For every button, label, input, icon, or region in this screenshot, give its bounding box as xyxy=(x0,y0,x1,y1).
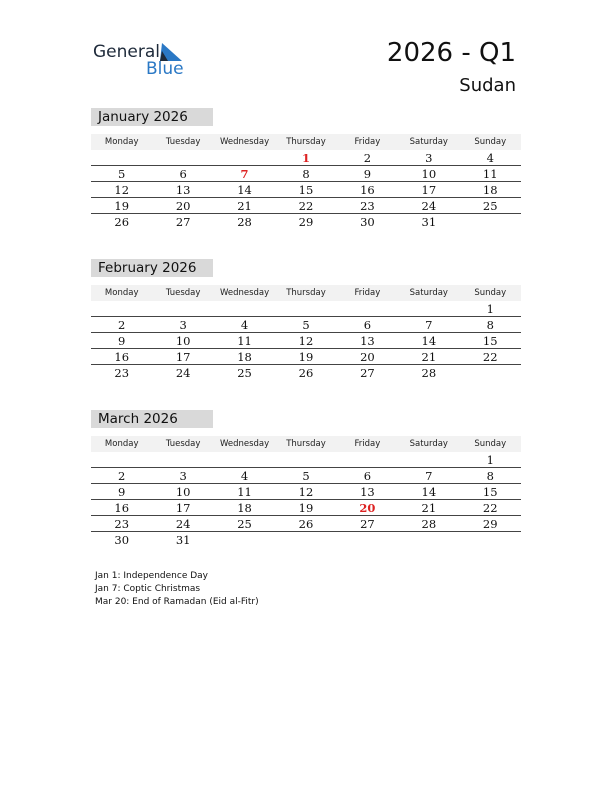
week-row xyxy=(91,182,521,198)
day-cell: 7 xyxy=(425,468,433,483)
week-row xyxy=(91,198,521,214)
page-title: 2026 - Q1 xyxy=(386,38,516,68)
month-february xyxy=(91,259,521,381)
day-cell: 18 xyxy=(482,182,498,197)
day-cell: 13 xyxy=(360,484,375,499)
day-cell: 23 xyxy=(360,198,375,213)
month-label: January 2026 xyxy=(91,108,213,126)
day-cell: 22 xyxy=(298,198,314,213)
weekday-header: Saturday xyxy=(409,439,448,449)
day-cell: 27 xyxy=(175,215,191,229)
day-cell: 27 xyxy=(360,516,375,531)
logo-blue-text: Blue xyxy=(146,59,184,79)
weekday-header: Friday xyxy=(354,137,381,147)
weekday-header: Thursday xyxy=(286,439,326,449)
day-cell: 28 xyxy=(421,366,437,380)
weekday-header: Monday xyxy=(104,137,139,147)
day-cell: 11 xyxy=(237,333,252,348)
day-cell: 16 xyxy=(114,349,130,364)
day-cell: 25 xyxy=(237,516,252,531)
day-cell: 5 xyxy=(302,317,310,332)
holiday-note: Mar 20: End of Ramadan (Eid al-Fitr) xyxy=(95,597,259,607)
day-cell: 3 xyxy=(179,317,187,332)
weekday-header: Tuesday xyxy=(165,439,201,449)
day-cell: 27 xyxy=(360,366,375,380)
generalblue-logo xyxy=(93,42,193,78)
day-cell: 30 xyxy=(114,533,130,547)
weekday-header: Wednesday xyxy=(219,439,270,449)
day-cell: 25 xyxy=(482,198,498,213)
day-cell: 15 xyxy=(482,484,498,499)
weekday-header: Tuesday xyxy=(165,288,201,298)
day-cell: 23 xyxy=(114,366,130,380)
weekday-header: Monday xyxy=(104,288,139,298)
day-cell: 24 xyxy=(175,516,191,531)
day-cell: 15 xyxy=(482,333,498,348)
day-cell: 7 xyxy=(425,317,433,332)
day-cell: 12 xyxy=(114,182,130,197)
day-cell: 24 xyxy=(175,366,191,380)
weekday-header: Sunday xyxy=(474,288,507,298)
day-cell: 11 xyxy=(237,484,252,499)
logo-general-text: General xyxy=(93,42,160,62)
day-cell: 12 xyxy=(298,484,314,499)
day-cell: 19 xyxy=(298,349,314,364)
day-cell: 26 xyxy=(298,516,314,531)
month-march xyxy=(91,410,521,548)
week-row xyxy=(91,365,521,381)
week-row xyxy=(91,516,521,532)
day-cell: 25 xyxy=(237,366,252,380)
weekday-header: Thursday xyxy=(286,288,326,298)
day-cell: 31 xyxy=(175,533,191,547)
calendar-grid xyxy=(91,285,521,381)
day-cell: 26 xyxy=(298,366,314,380)
day-cell: 15 xyxy=(298,182,314,197)
weekday-header: Friday xyxy=(354,439,381,449)
day-cell: 16 xyxy=(114,500,130,515)
calendar-grid xyxy=(91,436,521,548)
day-cell: 6 xyxy=(179,166,187,181)
day-cell: 31 xyxy=(421,215,437,229)
weekday-header: Friday xyxy=(354,288,381,298)
day-cell: 17 xyxy=(175,349,191,364)
day-cell: 19 xyxy=(298,500,314,515)
day-cell: 22 xyxy=(482,500,498,515)
weekday-header: Sunday xyxy=(474,137,507,147)
day-cell: 1 xyxy=(301,150,310,165)
day-cell: 8 xyxy=(486,317,494,332)
weekday-header: Tuesday xyxy=(165,137,201,147)
weekday-header: Saturday xyxy=(409,137,448,147)
day-cell: 4 xyxy=(240,468,249,483)
day-cell: 6 xyxy=(363,468,372,483)
day-cell: 29 xyxy=(298,215,314,229)
day-cell: 16 xyxy=(360,182,375,197)
day-cell: 6 xyxy=(363,317,372,332)
day-cell: 7 xyxy=(240,166,249,181)
week-row xyxy=(91,166,521,182)
country-name: Sudan xyxy=(459,75,516,96)
calendar-grid xyxy=(91,134,521,230)
day-cell: 9 xyxy=(118,484,126,499)
day-cell: 1 xyxy=(486,301,494,316)
day-cell: 8 xyxy=(302,166,310,181)
day-cell: 22 xyxy=(482,349,498,364)
weekday-header: Saturday xyxy=(409,288,448,298)
day-cell: 23 xyxy=(114,516,130,531)
week-row xyxy=(91,500,521,516)
week-row xyxy=(91,317,521,333)
month-january xyxy=(91,108,521,230)
day-cell: 28 xyxy=(421,516,437,531)
day-cell: 11 xyxy=(482,166,498,181)
day-cell: 13 xyxy=(360,333,375,348)
weekday-header-row xyxy=(91,285,521,301)
day-cell: 21 xyxy=(237,198,252,213)
day-cell: 18 xyxy=(237,500,252,515)
weekday-header-row xyxy=(91,436,521,452)
day-cell: 2 xyxy=(118,468,126,483)
day-cell: 5 xyxy=(118,166,126,181)
week-row xyxy=(91,484,521,500)
day-cell: 21 xyxy=(421,349,437,364)
day-cell: 5 xyxy=(302,468,310,483)
day-cell: 14 xyxy=(421,333,437,348)
day-cell: 21 xyxy=(421,500,437,515)
week-row xyxy=(91,301,521,317)
week-row xyxy=(91,468,521,484)
day-cell: 20 xyxy=(175,198,191,213)
day-cell: 10 xyxy=(175,484,191,499)
day-cell: 2 xyxy=(363,150,372,165)
weekday-header: Thursday xyxy=(286,137,326,147)
day-cell: 30 xyxy=(360,215,375,229)
day-cell: 3 xyxy=(179,468,187,483)
day-cell: 18 xyxy=(237,349,252,364)
day-cell: 24 xyxy=(421,198,437,213)
week-row xyxy=(91,452,521,468)
day-cell: 13 xyxy=(175,182,191,197)
day-cell: 29 xyxy=(482,516,498,531)
month-label: February 2026 xyxy=(91,259,213,277)
holiday-note: Jan 7: Coptic Christmas xyxy=(95,584,201,594)
day-cell: 9 xyxy=(363,166,372,181)
week-row xyxy=(91,150,521,166)
weekday-header-row xyxy=(91,134,521,150)
day-cell: 20 xyxy=(359,500,376,515)
day-cell: 17 xyxy=(175,500,191,515)
day-cell: 14 xyxy=(237,182,252,197)
week-row xyxy=(91,214,521,230)
day-cell: 17 xyxy=(421,182,437,197)
holiday-notes xyxy=(95,570,259,609)
weekday-header: Sunday xyxy=(474,439,507,449)
day-cell: 28 xyxy=(237,215,252,229)
day-cell: 26 xyxy=(114,215,130,229)
day-cell: 14 xyxy=(421,484,437,499)
month-label: March 2026 xyxy=(91,410,213,428)
day-cell: 9 xyxy=(118,333,126,348)
holiday-note: Jan 1: Independence Day xyxy=(95,571,208,581)
day-cell: 2 xyxy=(118,317,126,332)
day-cell: 4 xyxy=(486,150,494,165)
day-cell: 10 xyxy=(421,166,437,181)
weekday-header: Monday xyxy=(104,439,139,449)
day-cell: 1 xyxy=(486,452,494,467)
weekday-header: Wednesday xyxy=(219,137,270,147)
week-row xyxy=(91,532,521,548)
day-cell: 10 xyxy=(175,333,191,348)
weekday-header: Wednesday xyxy=(219,288,270,298)
day-cell: 19 xyxy=(114,198,130,213)
week-row xyxy=(91,349,521,365)
day-cell: 4 xyxy=(240,317,249,332)
day-cell: 3 xyxy=(425,150,433,165)
week-row xyxy=(91,333,521,349)
day-cell: 12 xyxy=(298,333,314,348)
day-cell: 20 xyxy=(360,349,375,364)
day-cell: 8 xyxy=(486,468,494,483)
